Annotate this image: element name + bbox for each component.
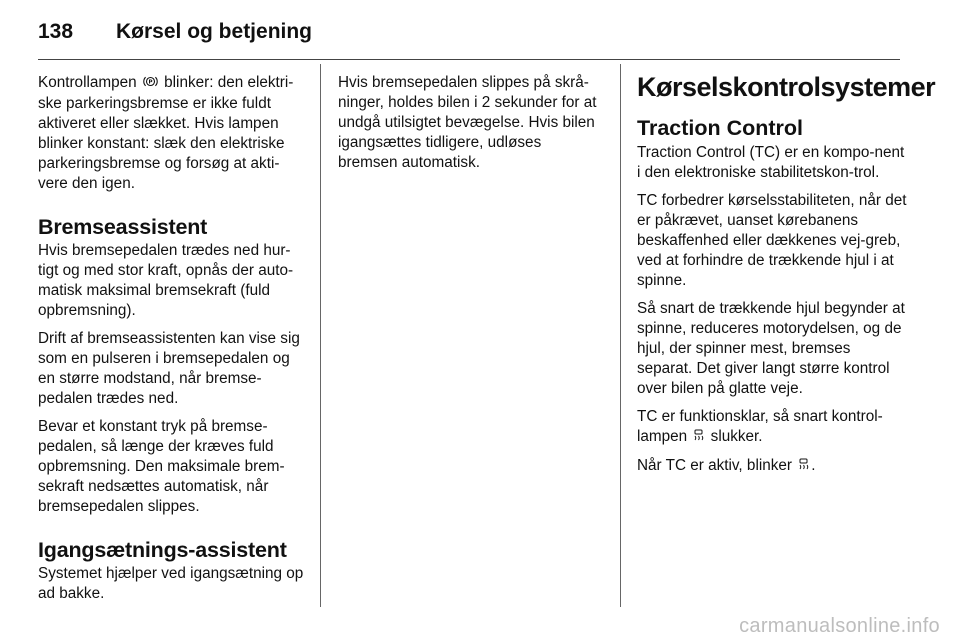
paragraph: Så snart de trækkende hjul begynder at spinne, reduceres motorydelsen, og de hjul, der spinner mest, bremses separat. Det giver langt større kontrol over bilen på glatte veje. (637, 300, 905, 397)
column-left (38, 64, 304, 608)
heading-igangsaetnings-assistent: Igangsætnings-assistent (38, 538, 287, 562)
paragraph-parking-brake-lamp: Kontrollampen P blinker: den elektri-ske parkeringsbremse er ikke fuldt aktiveret eller slækket. Hvis lampen blinker konstant: slæk den elektriske parkeringsbremse og forsøg at akti-vere den igen. (38, 74, 294, 192)
page-header (38, 20, 312, 46)
column-middle (338, 64, 600, 608)
heading-bremseassistent: Bremseassistent (38, 215, 208, 239)
heading-traction-control: Traction Control (637, 116, 804, 140)
heading-korselskontrolsystemer: Kørselskontrolsystemer (637, 72, 936, 102)
paragraph: Systemet hjælper ved igangsætning op ad bakke. (38, 565, 304, 602)
paragraph: Hvis bremsepedalen trædes ned hur-tigt og med stor kraft, opnås der auto-matisk maksimal bremsekraft (fuld opbremsning). (38, 242, 294, 319)
traction-control-icon (693, 428, 704, 448)
paragraph-tc-ready: TC er funktionsklar, så snart kontrol-lampen slukker. (637, 407, 907, 448)
brake-warning-icon (143, 74, 158, 94)
column-divider (320, 64, 321, 607)
traction-control-icon (798, 457, 809, 477)
paragraph: Hvis bremsepedalen slippes på skrå-ninger, holdes bilen i 2 sekunder for at undgå utilsigtet bevægelse. Hvis bilen igangsættes tidligere, udløses bremsen automatisk. (338, 74, 597, 171)
svg-text:P: P (148, 79, 153, 86)
paragraph-tc-active: Når TC er aktiv, blinker . (637, 456, 907, 477)
column-divider (620, 64, 621, 607)
paragraph: Traction Control (TC) er en kompo-nent i den elektroniske stabilitetskon-trol. (637, 144, 905, 181)
column-right (637, 64, 936, 608)
paragraph: TC forbedrer kørselsstabiliteten, når det er påkrævet, uanset kørebanens beskaffenhed eller dækkenes vej-greb, ved at forhindre de trækkende hjul i at spinne. (637, 192, 907, 289)
paragraph: Bevar et konstant tryk på bremse-pedalen, så længe der kræves fuld opbremsning. Den maksimale brem-sekraft nedsættes automatisk, når bremsepedalen slippes. (38, 418, 285, 515)
header-rule (38, 59, 900, 60)
chapter-title: Kørsel og betjening (116, 20, 313, 43)
page-number: 138 (38, 20, 74, 43)
paragraph: Drift af bremseassistenten kan vise sig som en pulseren i bremsepedalen og en større modstand, når bremse-pedalen trædes ned. (38, 330, 300, 407)
watermark: carmanualsonline.info (739, 615, 940, 637)
